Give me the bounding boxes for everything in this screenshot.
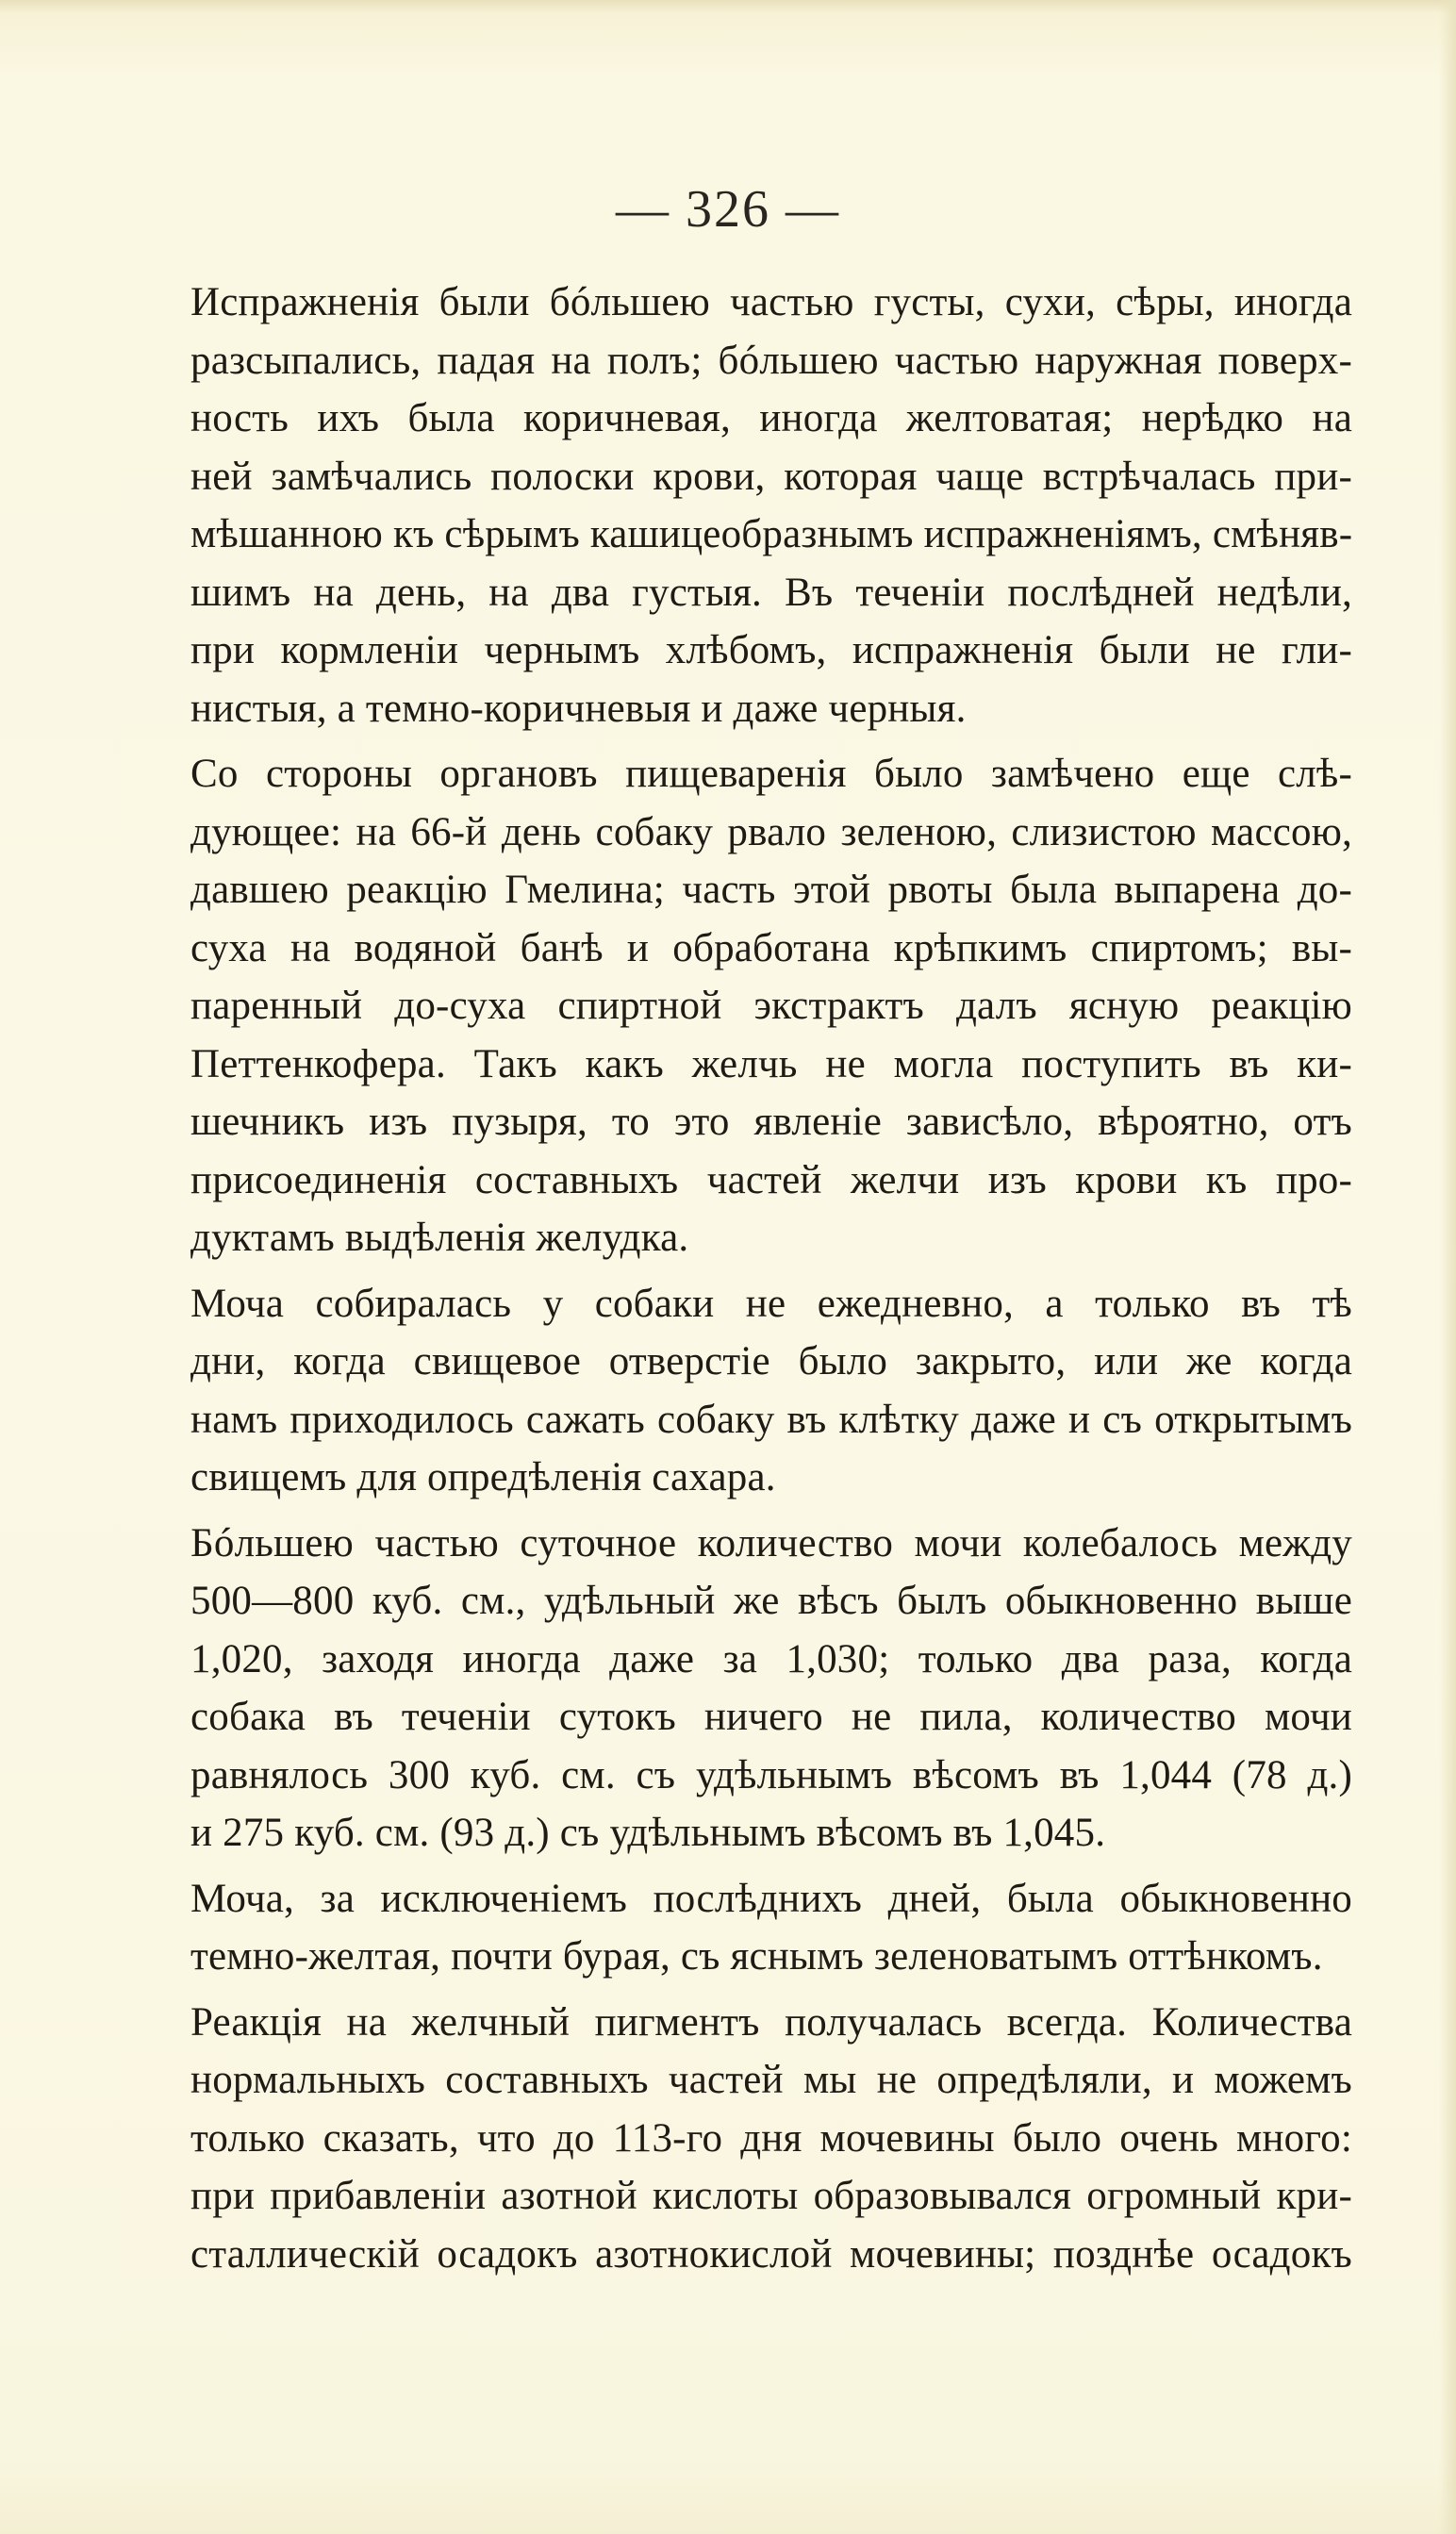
body-text — [190, 273, 1352, 2283]
text-line: Бóльшею частью суточное количество мочи колебалось между — [190, 1520, 1352, 1565]
paragraph-digestion — [190, 745, 1352, 1267]
paragraph-urine-color — [190, 1870, 1352, 1986]
text-line: равнялось 300 куб. см. съ удѣльнымъ вѣсомъ въ 1,044 (78 д.) — [190, 1752, 1352, 1797]
page-number: — 326 — — [616, 180, 840, 239]
text-line: сталлическій осадокъ азотнокислой мочевины; позднѣе осадокъ — [190, 2231, 1352, 2277]
text-line: разсыпались, падая на полъ; бóльшею частью наружная поверх- — [190, 338, 1352, 383]
paragraph-urine-volume — [190, 1515, 1352, 1863]
text-line: Моча собиралась у собаки не ежедневно, а только въ тѣ — [190, 1281, 1352, 1326]
paragraph-gap — [190, 1863, 1352, 1870]
text-line: паренный до-суха спиртной экстрактъ далъ ясную реакцію — [190, 984, 1352, 1028]
text-line: давшею реакцію Гмелина; часть этой рвоты была выпарена до- — [190, 868, 1352, 912]
paragraph-gap — [190, 1986, 1352, 1994]
text-line: Со стороны органовъ пищеваренія было замѣчено еще слѣ- — [190, 752, 1352, 796]
text-line: дни, когда свищевое отверстіе было закрыто, или же когда — [190, 1339, 1352, 1383]
text-line: присоединенія составныхъ частей желчи изъ крови къ про- — [190, 1157, 1352, 1202]
text-line: нистыя, а темно-коричневыя и даже черныя. — [190, 686, 967, 731]
paragraph-gap — [190, 1507, 1352, 1515]
text-line: дующее: на 66-й день собаку рвало зеленою, слизистою массою, — [190, 809, 1352, 854]
text-line: и 275 куб. см. (93 д.) съ удѣльнымъ вѣсомъ въ 1,045. — [190, 1811, 1106, 1855]
paragraph-stool — [190, 273, 1352, 737]
paragraph-gap — [190, 1267, 1352, 1275]
text-line: ней замѣчались полоски крови, которая чаще встрѣчалась при- — [190, 454, 1352, 499]
text-line: Петтенкофера. Такъ какъ желчь не могла поступить въ ки- — [190, 1041, 1352, 1086]
text-line: Реакція на желчный пигментъ получалась всегда. Количества — [190, 1999, 1352, 2045]
page-top-edge — [0, 0, 1456, 13]
text-line: шечникъ изъ пузыря, то это явленіе зависѣло, вѣроятно, отъ — [190, 1100, 1352, 1144]
text-line: нормальныхъ составныхъ частей мы не опредѣляли, и можемъ — [190, 2058, 1352, 2102]
paragraph-gap — [190, 737, 1352, 745]
text-line: намъ приходилось сажать собаку въ клѣтку даже и съ открытымъ — [190, 1397, 1352, 1442]
text-line: 1,020, заходя иногда даже за 1,030; только два раза, когда — [190, 1636, 1352, 1681]
text-line: суха на водяной банѣ и обработана крѣпкимъ спиртомъ; вы- — [190, 925, 1352, 970]
text-line: ность ихъ была коричневая, иногда желтоватая; нерѣдко на — [190, 396, 1352, 440]
paragraph-bile-pigment — [190, 1994, 1352, 2284]
text-line: при прибавленіи азотной кислоты образовывался огромный кри- — [190, 2174, 1352, 2218]
text-line: 500—800 куб. см., удѣльный же вѣсъ былъ обыкновенно выше — [190, 1579, 1352, 1623]
text-line: свищемъ для опредѣленія сахара. — [190, 1455, 776, 1499]
text-line: при кормленіи чернымъ хлѣбомъ, испражненія были не гли- — [190, 628, 1352, 672]
page-right-edge — [1439, 0, 1456, 2534]
text-line: собака въ теченіи сутокъ ничего не пила, количество мочи — [190, 1695, 1352, 1739]
text-line: Испражненія были бóльшею частью густы, сухи, сѣры, иногда — [190, 280, 1352, 324]
text-line: мѣшанною къ сѣрымъ кашицеобразнымъ испражненіямъ, смѣняв- — [190, 512, 1353, 556]
text-line: темно-желтая, почти бурая, съ яснымъ зеленоватымъ оттѣнкомъ. — [190, 1934, 1323, 1979]
text-line: только сказать, что до 113-го дня мочевины было очень много: — [190, 2115, 1352, 2161]
text-line: шимъ на день, на два густыя. Въ теченіи послѣдней недѣли, — [190, 570, 1352, 615]
text-line: Моча, за исключеніемъ послѣднихъ дней, была обыкновенно — [190, 1876, 1352, 1921]
paragraph-urine-collection — [190, 1275, 1352, 1507]
text-line: дуктамъ выдѣленія желудка. — [190, 1216, 689, 1260]
